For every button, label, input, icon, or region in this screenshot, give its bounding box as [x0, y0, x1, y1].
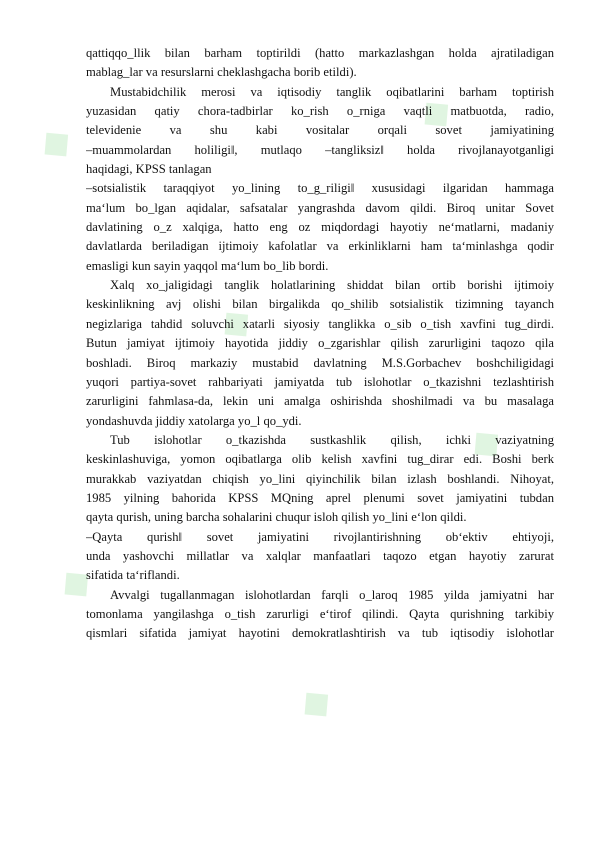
- text-line: qismlari sifatida jamiyat hayotini demokratlashtirish va tub iqtisodiy islohotlar: [86, 626, 554, 641]
- text-line: yuqori partiya-sovet rahbariyati jamiyatda tub islohotlar o_tkazishni tezlashtirish: [86, 374, 554, 389]
- text-line: Mustabidchilik merosi va iqtisodiy tanglik oqibatlarini barham toptirish: [110, 84, 554, 99]
- text-line: tomonlama yangilashga o_tish zarurligi e‘tirof qilindi. Qayta qurishning tarkibiy: [86, 606, 554, 621]
- text-line: qayta qurish, uning barcha sohalarini chuqur isloh qilish yo_lini e‘lon qildi.: [86, 510, 467, 525]
- text-line: Xalq xo_jaligidagi tanglik holatlarining shiddat bilan ortib borishi ijtimoiy: [110, 278, 554, 293]
- text-line: televidenie va shu kabi vositalar orqali sovet jamiyatining: [86, 123, 554, 138]
- watermark-mark: ◆: [50, 557, 100, 609]
- watermark-mark: ◆: [410, 87, 460, 139]
- text-line: Tub islohotlar o_tkazishda sustkashlik qilish, ichki vaziyatning: [110, 432, 554, 447]
- text-line: –Qayta qurish‖ sovet jamiyatini rivojlantirishning ob‘ektiv ehtiyoji,: [86, 529, 554, 544]
- text-line: unda yashovchi millatlar va xalqlar manfaatlari taqozo etgan hayotiy zarurat: [86, 548, 554, 563]
- watermark-mark: ◆: [210, 297, 260, 349]
- text-line: mablag_lar va resurslarni cheklashgacha borib etildi).: [86, 65, 357, 80]
- text-line: qattiqqo_llik bilan barham toptirildi (hatto markazlashgan holda ajratiladigan: [86, 46, 554, 60]
- text-line: boshladi. Biroq markaziy mustabid davlatning M.S.Gorbachev boshchiligidagi: [86, 355, 554, 370]
- text-line: Avvalgi tugallanmagan islohotlardan farqli o_laroq 1985 yilda jamiyatni har: [110, 587, 554, 602]
- text-line: murakkab vaziyatdan chiqish yo_lini qiyinchilik bilan izlash boshlandi. Nihoyat,: [86, 471, 554, 486]
- text-line: 1985 yilning bahorida KPSS MQning aprel plenumi sovet jamiyatini tubdan: [86, 490, 554, 505]
- text-line: –sotsialistik taraqqiyot yo_lining to_g_riligi‖ xususidagi ilgaridan hammaga: [86, 181, 554, 196]
- text-line: yuzasidan qatiy chora-tadbirlar ko_rish o_rniga vaqtli matbuotda, radio,: [86, 104, 554, 119]
- text-line: Butun jamiyat ijtimoiy hayotida jiddiy o_zgarishlar qilish zarurligini taqozo qila: [86, 336, 554, 351]
- text-line: –muammolardan holiligi‖, mutlaqo –tangliksiz‖ holda rivojlanayotganligi: [86, 142, 554, 157]
- text-line: zarurligini fahmlasa-da, lekin uni amalga oshirishda shoshilmadi va bu masalaga: [86, 394, 554, 409]
- text-line: davlatining o_z xalqiga, hatto eng oz miqdordagi hayotiy ne‘matlarni, madaniy: [86, 220, 554, 235]
- watermark-mark: ◆: [30, 117, 80, 169]
- text-line: ma‘lum bo_lgan aqidalar, safsatalar yangrashda davom qildi. Biroq unitar Sovet: [86, 200, 554, 215]
- text-line: negizlariga tahdid soluvchi xatarli siyosiy tanglikka o_sib o_tish xavfini tug_dirdi.: [86, 316, 554, 331]
- text-line: emasligi kun sayin yaqqol ma‘lum bo_lib bordi.: [86, 258, 329, 273]
- watermark-mark: ◆: [290, 677, 340, 729]
- text-line: keskinlikning avj olishi bilan birgalikda qo_shilib sotsialistik tizimning tayanch: [86, 297, 554, 312]
- text-line: haqidagi, KPSS tanlagan: [86, 162, 212, 177]
- document-body: [86, 44, 554, 644]
- text-line: davlatlarda beriladigan ijtimoiy kafolatlar va erkinliklarni ham ta‘minlashga qodir: [86, 239, 554, 254]
- watermark-mark: ◆: [460, 417, 510, 469]
- text-line: yondashuvda jiddiy xatolarga yo_l qo_ydi.: [86, 413, 302, 428]
- text-line: keskinlashuviga, yomon oqibatlarga olib kelish xavfini tug_dirar edi. Boshi berk: [86, 452, 554, 467]
- text-line: sifatida ta‘riflandi.: [86, 568, 180, 583]
